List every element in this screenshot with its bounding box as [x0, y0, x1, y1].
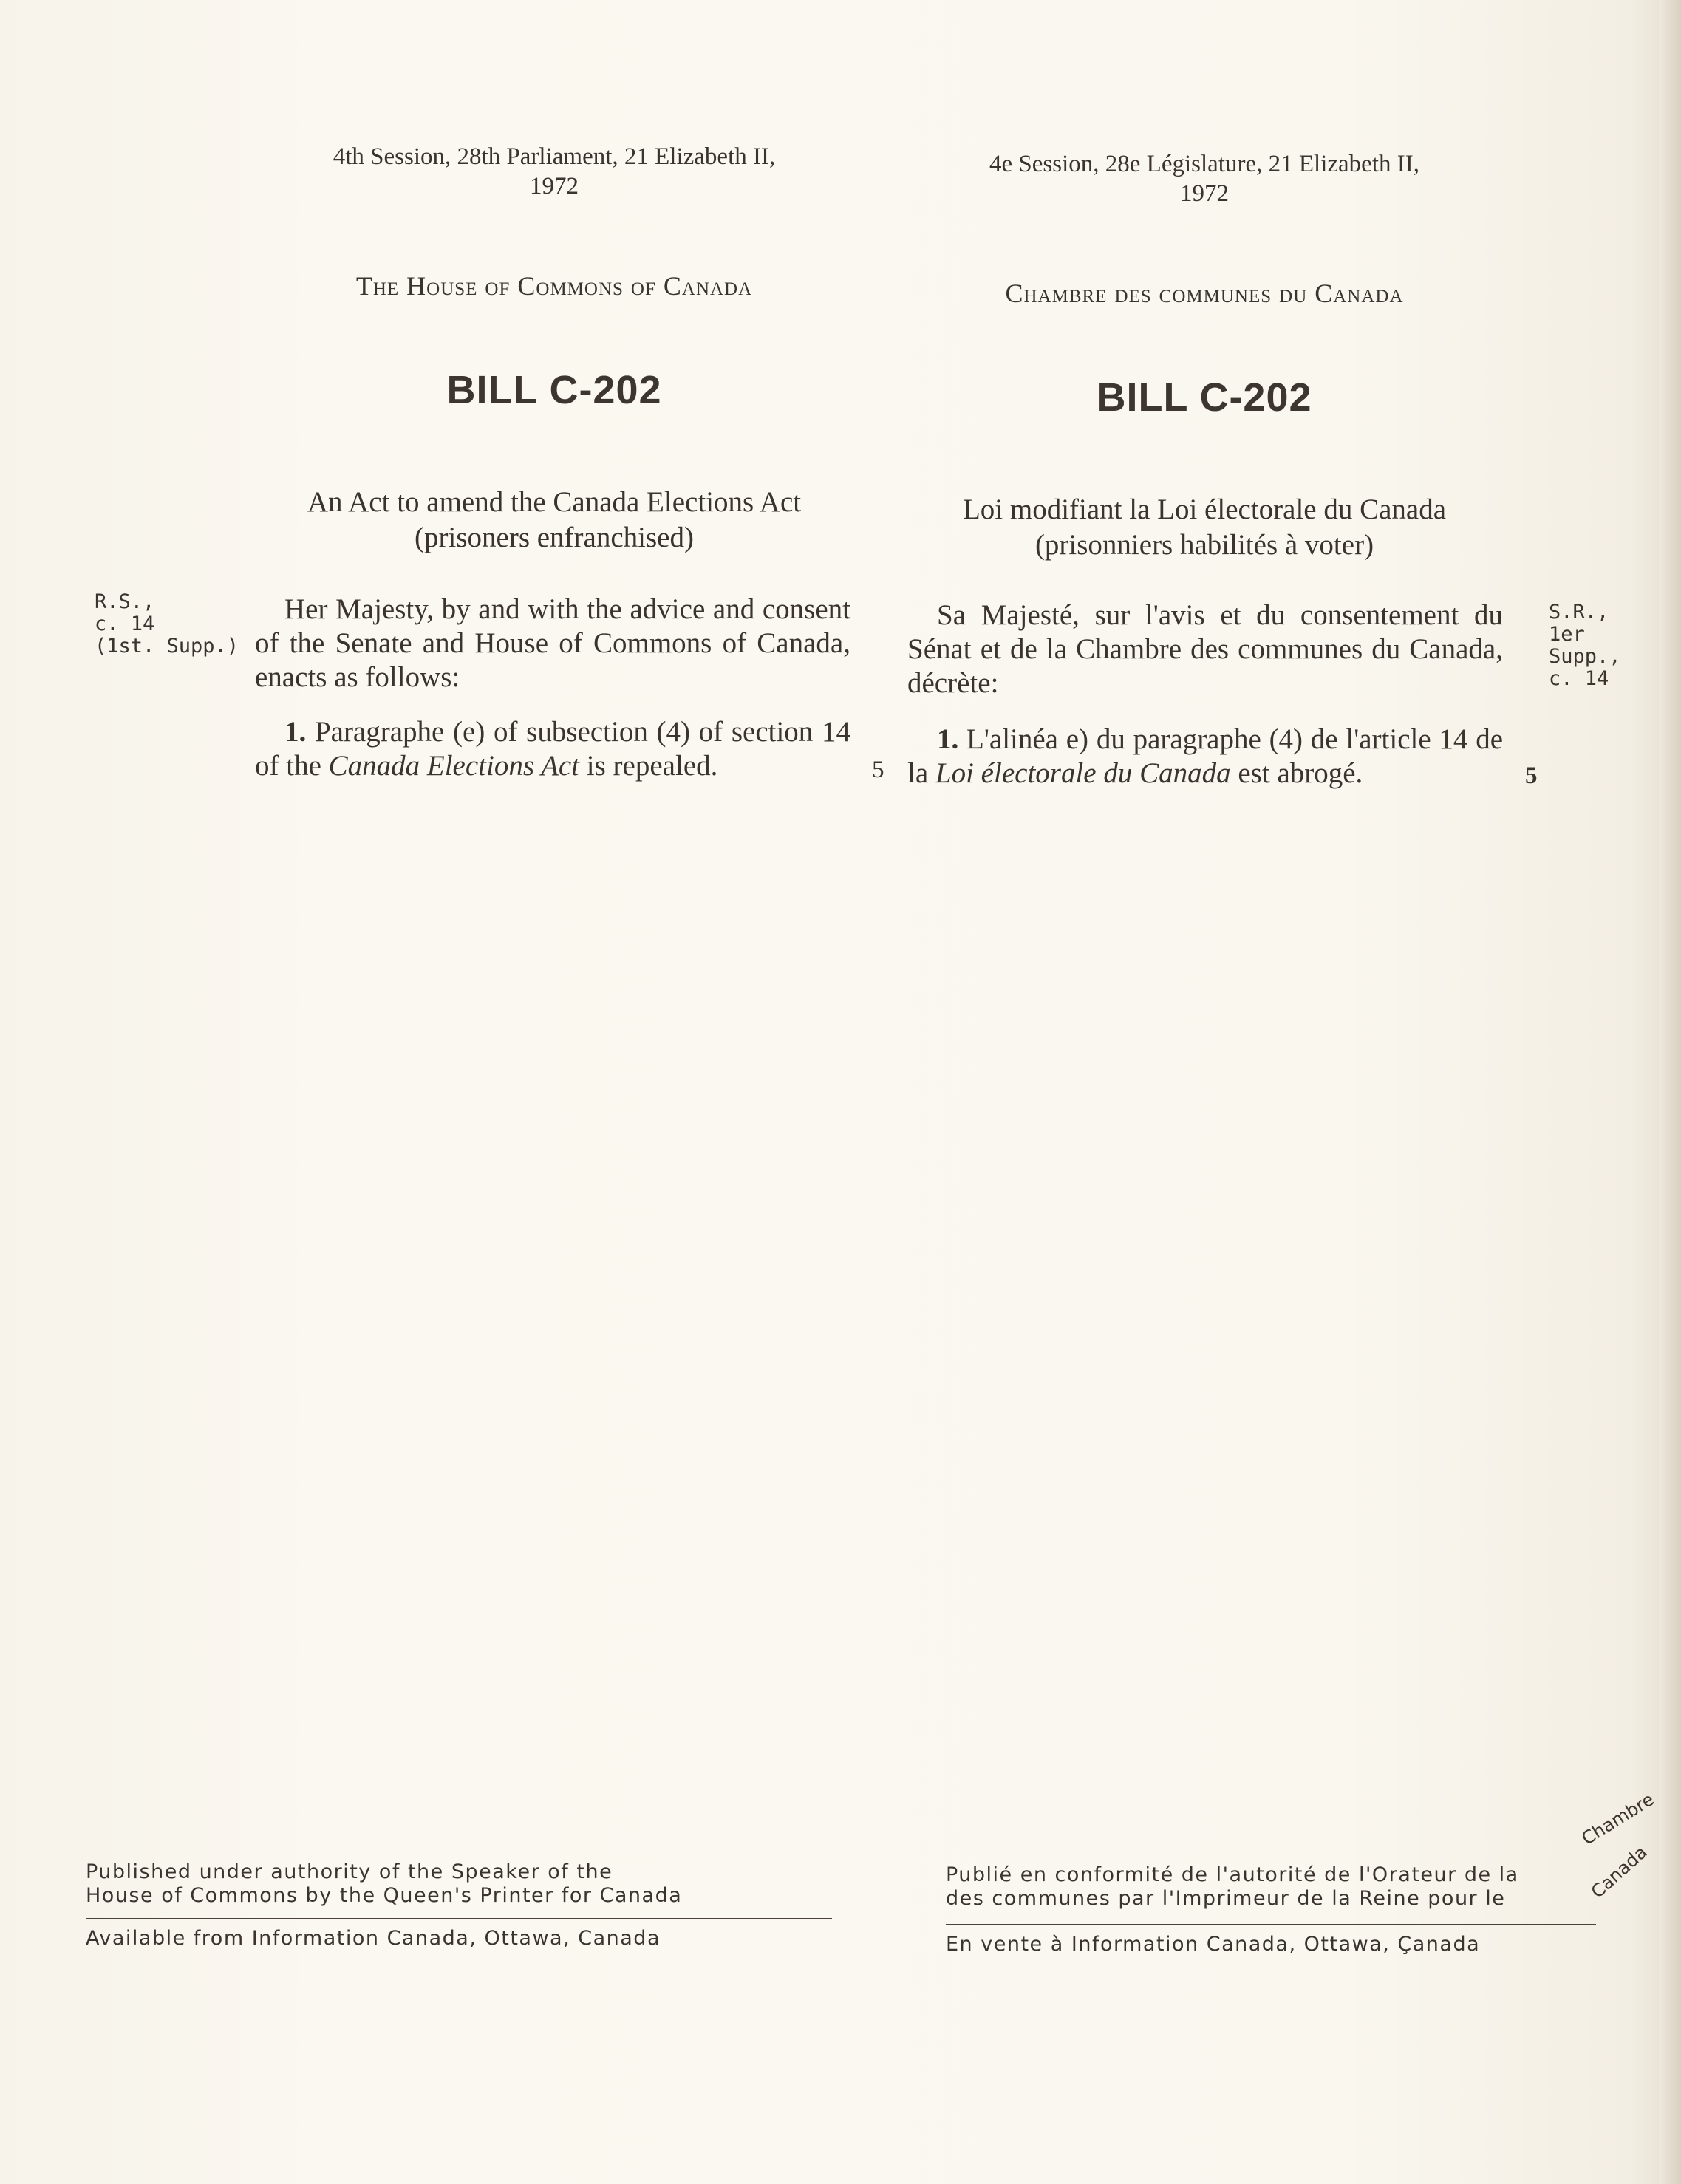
section-text-post-en: is repealed.: [586, 750, 718, 782]
page-edge: [1659, 0, 1681, 2184]
act-title-line1-en: An Act to amend the Canada Elections Act: [307, 486, 802, 518]
bill-number-en: BILL C-202: [446, 368, 662, 412]
enacting-clause-fr: [907, 598, 1503, 700]
enacting-text-fr: Sa Majesté, sur l'avis et du consentement du Sénat et de la Chambre des communes du Canada, décrète:: [907, 599, 1503, 699]
house-heading-en: The House of Commons of Canada: [355, 271, 753, 301]
marginal-note-en: [95, 591, 242, 658]
session-line-fr: 4e Session, 28e Législature, 21 Elizabeth II,: [989, 151, 1419, 177]
marginal-line1-en: R.S.,: [95, 590, 155, 613]
session-year-fr: 1972: [1180, 180, 1229, 207]
marginal-note-fr: [1549, 601, 1660, 690]
session-header-en: [222, 142, 887, 201]
marginal-line3-fr: c. 14: [1549, 667, 1609, 690]
enacting-text-en: Her Majesty, by and with the advice and consent of the Senate and House of Commons of Canada, enacts as follows:: [255, 593, 850, 693]
footer-rule-fr: [946, 1924, 1596, 1925]
section-act-name-en: Canada Elections Act: [328, 750, 580, 782]
act-title-fr: [872, 492, 1537, 563]
line-number-en: 5: [872, 757, 884, 783]
footer-line1-en: Published under authority of the Speaker of the: [86, 1860, 613, 1883]
footer-line2-fr: des communes par l'Imprimeur de la Reine pour le: [946, 1887, 1506, 1910]
footer-curl-chambre: Chambre: [1578, 1789, 1658, 1849]
marginal-line2-fr: 1er Supp.,: [1549, 623, 1621, 668]
section-act-name-fr: Loi électorale du Canada: [935, 757, 1231, 789]
act-title-line2-fr: (prisonniers habilités à voter): [1034, 529, 1374, 561]
footer-line2-en: House of Commons by the Queen's Printer for Canada: [86, 1884, 683, 1907]
marginal-line2-en: c. 14: [95, 612, 155, 635]
line-number-fr: 5: [1525, 762, 1538, 789]
section-1-fr: [907, 723, 1503, 791]
session-header-fr: [872, 149, 1537, 208]
act-title-en: [222, 485, 887, 556]
act-title-line1-fr: Loi modifiant la Loi électorale du Canada: [962, 494, 1447, 525]
footer-available-en: Available from Information Canada, Ottawa, Canada: [86, 1927, 661, 1950]
footer-publication-fr: [946, 1863, 1589, 1911]
marginal-line1-fr: S.R.,: [1549, 601, 1609, 624]
footer-curl-canada: Canada: [1586, 1841, 1651, 1903]
bill-number-fr: BILL C-202: [1097, 375, 1312, 420]
footer-publication-en: [86, 1860, 723, 1908]
footer-available-fr: En vente à Information Canada, Ottawa, Çanada: [946, 1933, 1481, 1956]
session-line-en: 4th Session, 28th Parliament, 21 Elizabeth II,: [333, 143, 776, 170]
section-text-pre-en: Paragraphe (e) of subsection (4) of section 14 of the: [255, 716, 850, 782]
section-text-pre-fr: L'alinéa e) du paragraphe (4) de l'article 14 de la: [907, 723, 1504, 789]
section-number-en: 1.: [284, 716, 307, 748]
marginal-line3-en: (1st. Supp.): [95, 635, 239, 658]
section-text-post-fr: est abrogé.: [1238, 757, 1363, 789]
section-number-fr: 1.: [937, 723, 959, 755]
footer-line1-fr: Publié en conformité de l'autorité de l'Orateur de la: [946, 1863, 1519, 1886]
session-year-en: 1972: [530, 173, 579, 199]
section-1-en: [255, 715, 850, 783]
house-heading-fr: Chambre des communes du Canada: [1005, 279, 1404, 308]
footer-rule-en: [86, 1918, 832, 1919]
act-title-line2-en: (prisoners enfranchised): [415, 522, 694, 553]
enacting-clause-en: [255, 593, 850, 695]
